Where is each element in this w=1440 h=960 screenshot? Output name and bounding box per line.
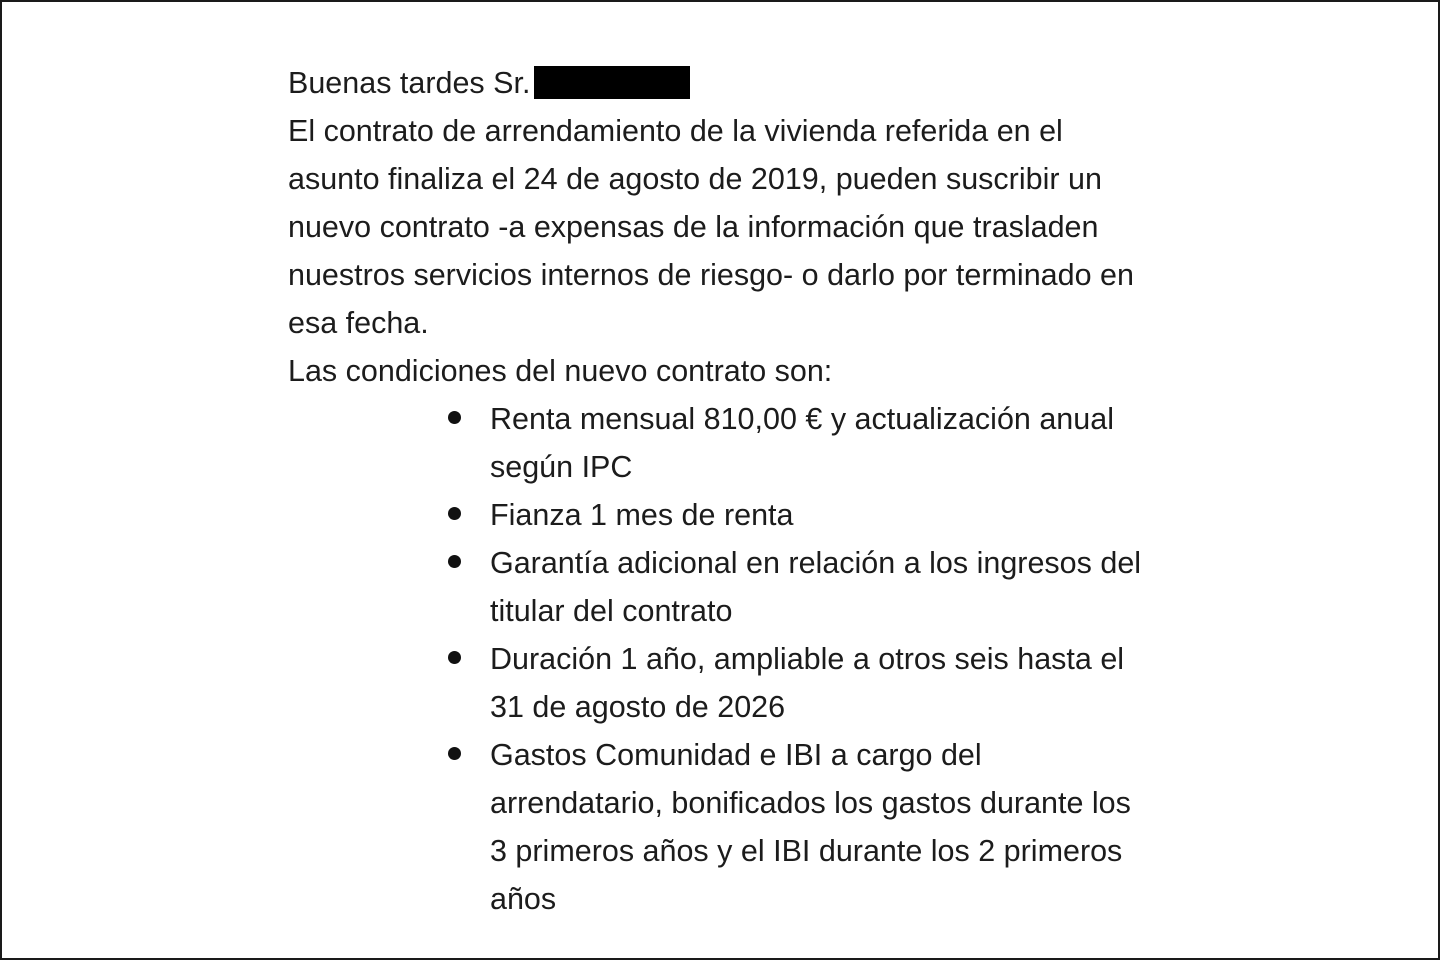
greeting-text: Buenas tardes Sr. [288,66,531,100]
intro-paragraph: El contrato de arrendamiento de la vivienda referida en el asunto finaliza el 24 de agosto de 2019, pueden suscribir un nuevo contrato -a expensas de la información que trasladen nuestros servicios internos de riesgo- o darlo por terminado en esa fecha. [288,114,1134,340]
condition-item [288,491,1150,539]
condition-text: Fianza 1 mes de renta [490,498,794,532]
condition-item [288,635,1150,731]
redacted-name [534,66,690,99]
bullet-icon [448,507,461,520]
bullet-icon [448,555,461,568]
condition-item [288,731,1150,923]
condition-text: Duración 1 año, ampliable a otros seis hasta el 31 de agosto de 2026 [490,642,1125,724]
condition-text: Garantía adicional en relación a los ingresos del titular del contrato [490,546,1142,628]
bullet-icon [448,411,461,424]
bullet-icon [448,747,461,760]
conditions-list [288,395,1168,923]
letter-body [288,59,1168,923]
greeting-line [288,59,1168,107]
condition-item [288,395,1150,491]
condition-text: Renta mensual 810,00 € y actualización anual según IPC [490,402,1114,484]
condition-text: Gastos Comunidad e IBI a cargo del arrendatario, bonificados los gastos durante los 3 primeros años y el IBI durante los 2 primeros años [490,738,1131,916]
bullet-icon [448,651,461,664]
conditions-heading: Las condiciones del nuevo contrato son: [288,354,833,388]
condition-item [288,539,1150,635]
